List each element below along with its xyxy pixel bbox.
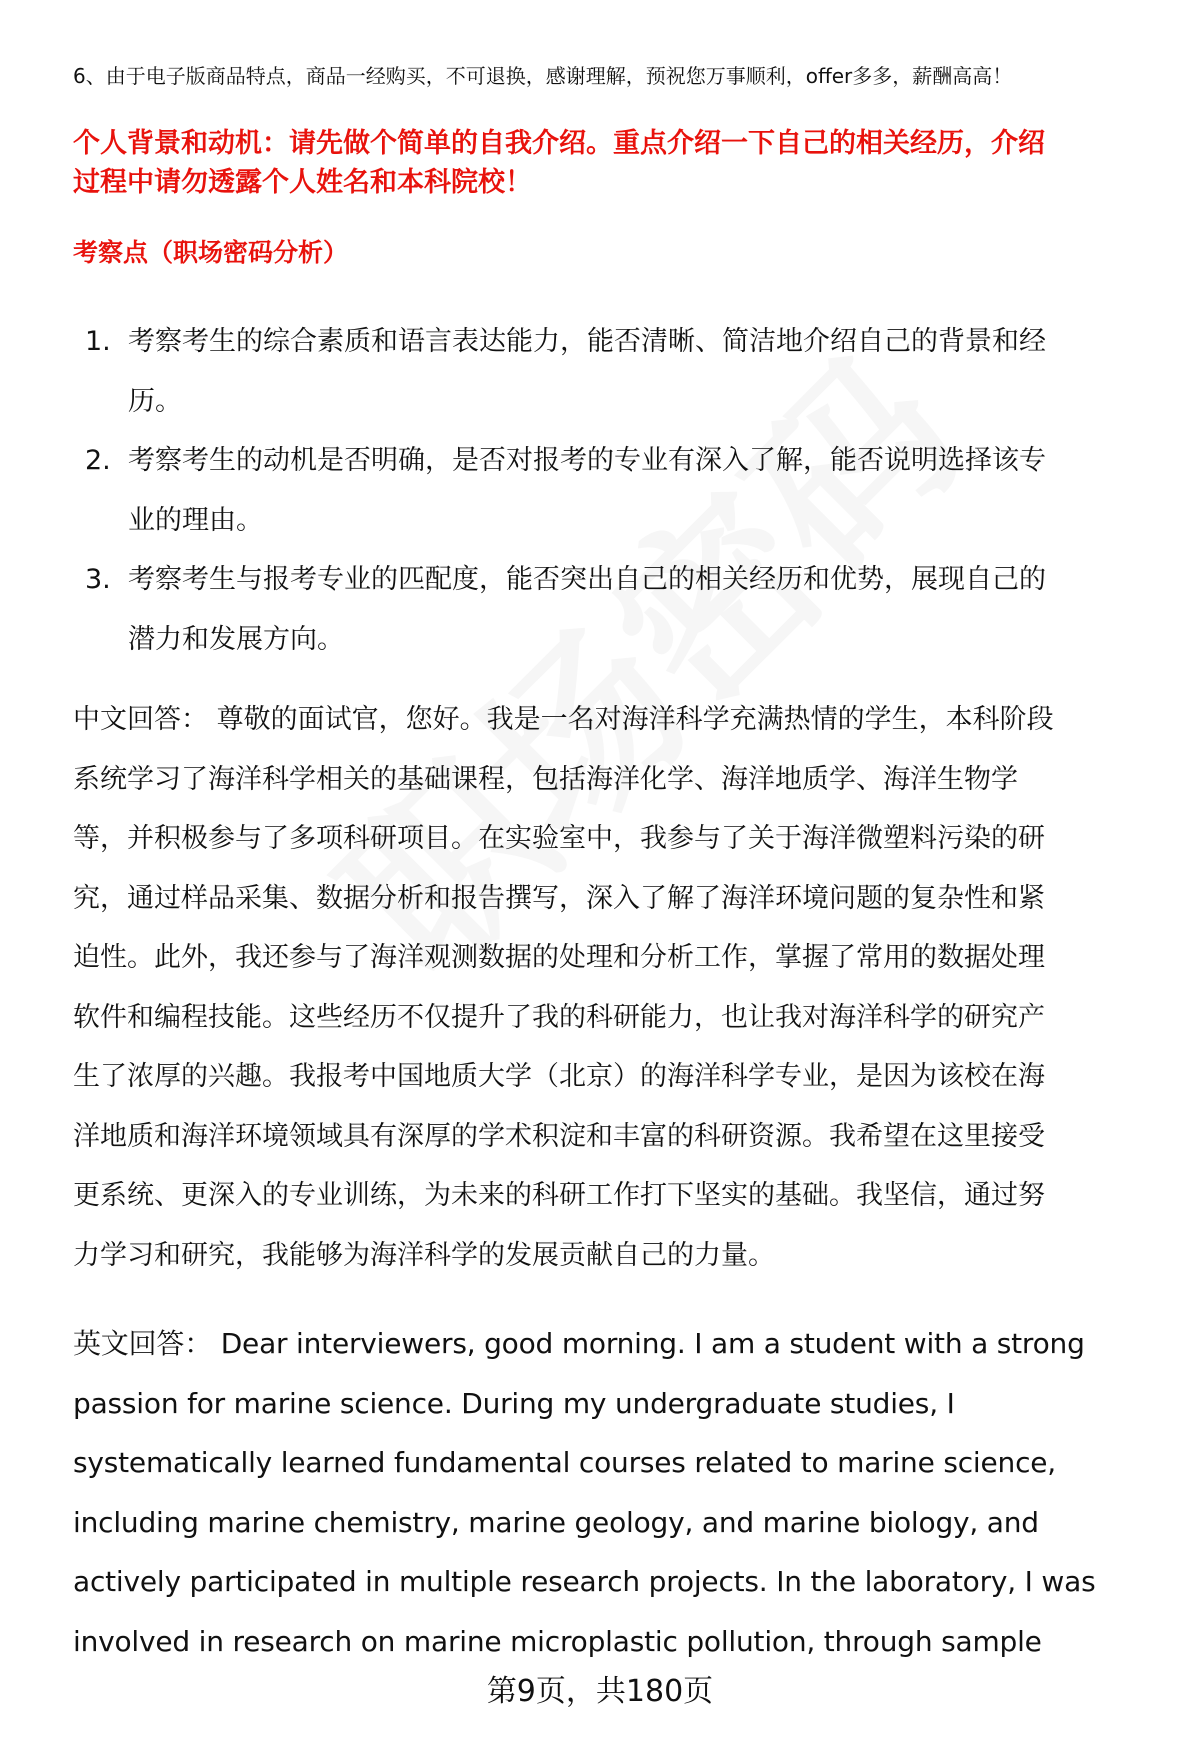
answer-line: 迫性。此外，我还参与了海洋观测数据的处理和分析工作，掌握了常用的数据处理 xyxy=(73,942,1045,973)
english-answer xyxy=(73,1314,1095,1671)
answer-line: passion for marine science. During my undergraduate studies, I xyxy=(73,1386,955,1420)
answer-line: 英文回答： Dear interviewers, good morning. I am a student with a strong xyxy=(73,1327,1085,1360)
list-item xyxy=(73,431,1046,550)
question-line: 个人背景和动机：请先做个简单的自我介绍。重点介绍一下自己的相关经历，介绍 xyxy=(73,128,1045,159)
answer-line: 中文回答： 尊敬的面试官，您好。我是一名对海洋科学充满热情的学生，本科阶段 xyxy=(73,704,1054,735)
list-line: 考察考生与报考专业的匹配度，能否突出自己的相关经历和优势，展现自己的 xyxy=(128,564,1046,595)
question-line: 过程中请勿透露个人姓名和本科院校！ xyxy=(73,167,532,198)
list-line: 潜力和发展方向。 xyxy=(128,623,344,655)
answer-line: 软件和编程技能。这些经历不仅提升了我的科研能力，也让我对海洋科学的研究产 xyxy=(73,1001,1045,1033)
answer-line: actively participated in multiple research projects. In the laboratory, I was xyxy=(73,1565,1096,1598)
list-number: 2. xyxy=(85,445,111,476)
answer-line: involved in research on marine microplastic pollution, through sample xyxy=(73,1624,1042,1658)
answer-line: 究，通过样品采集、数据分析和报告撰写，深入了解了海洋环境问题的复杂性和紧 xyxy=(73,882,1045,914)
chinese-answer xyxy=(73,690,1054,1285)
answer-line: 更系统、更深入的专业训练，为未来的科研工作打下坚实的基础。我坚信，通过努 xyxy=(73,1180,1045,1211)
section-title: 考察点（职场密码分析） xyxy=(73,238,349,267)
question-heading xyxy=(73,124,1045,202)
answer-line: 生了浓厚的兴趣。我报考中国地质大学（北京）的海洋科学专业，是因为该校在海 xyxy=(73,1061,1045,1092)
list-line: 考察考生的动机是否明确，是否对报考的专业有深入了解，能否说明选择该专 xyxy=(128,445,1046,476)
page-number: 第9页，共180页 xyxy=(486,1674,714,1709)
list-item xyxy=(73,550,1046,669)
list-line: 历。 xyxy=(128,385,182,417)
assessment-points-list xyxy=(73,312,1046,669)
list-line: 考察考生的综合素质和语言表达能力，能否清晰、简洁地介绍自己的背景和经 xyxy=(128,326,1046,357)
list-number: 1. xyxy=(85,326,111,357)
list-number: 3. xyxy=(85,564,111,595)
answer-line: 等，并积极参与了多项科研项目。在实验室中，我参与了关于海洋微塑料污染的研 xyxy=(73,823,1045,854)
answer-line: 力学习和研究，我能够为海洋科学的发展贡献自己的力量。 xyxy=(73,1239,775,1271)
answer-line: 洋地质和海洋环境领域具有深厚的学术积淀和丰富的科研资源。我希望在这里接受 xyxy=(73,1120,1045,1152)
purchase-note: 6、由于电子版商品特点，商品一经购买，不可退换，感谢理解，预祝您万事顺利，offer多多，薪酬高高！ xyxy=(73,64,1013,88)
list-item xyxy=(73,312,1046,431)
answer-line: 系统学习了海洋科学相关的基础课程，包括海洋化学、海洋地质学、海洋生物学 xyxy=(73,763,1018,795)
answer-line: including marine chemistry, marine geology, and marine biology, and xyxy=(73,1505,1039,1539)
answer-line: systematically learned fundamental courses related to marine science, xyxy=(73,1446,1056,1479)
list-line: 业的理由。 xyxy=(128,504,263,536)
